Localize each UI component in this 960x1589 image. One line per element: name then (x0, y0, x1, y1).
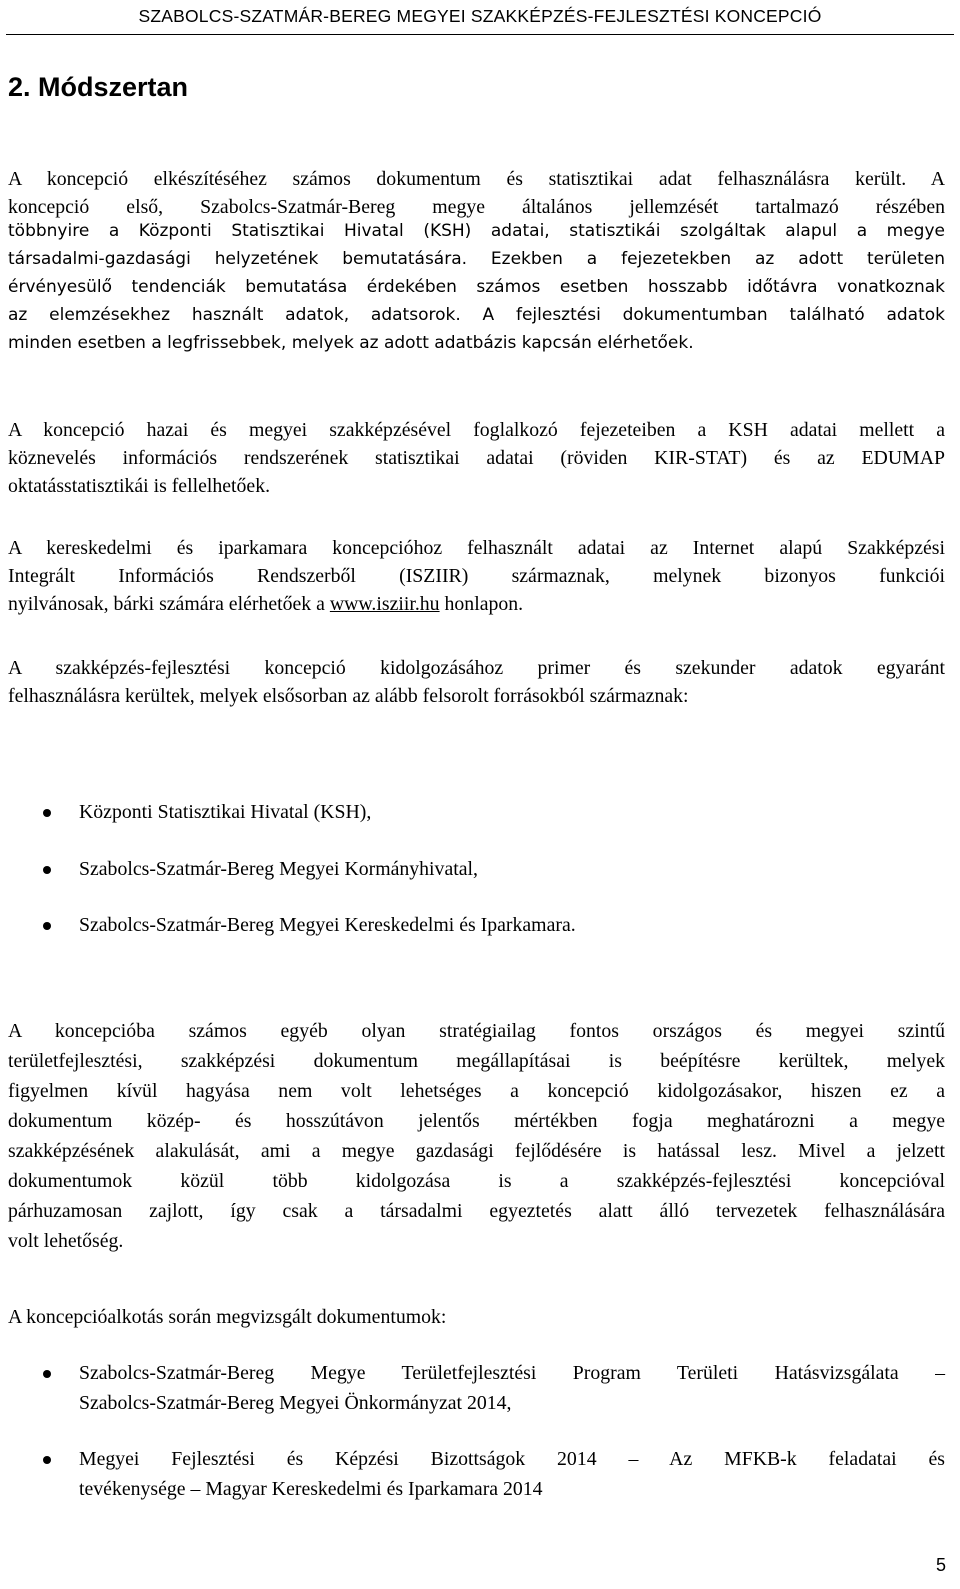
text-segment: Ezekben a fejezetekben az adott területen (467, 249, 945, 269)
text-line: Szabolcs-Szatmár-Bereg Megye Területfejlesztési Program Területi Hatásvizsgálata – (79, 1362, 945, 1384)
paragraph-strategic-docs (8, 1017, 945, 1257)
section-title: 2. Módszertan (8, 72, 189, 102)
paragraph-examined-docs (8, 1303, 945, 1331)
bullet-icon (43, 922, 51, 930)
running-header: SZABOLCS-SZATMÁR-BEREG MEGYEI SZAKKÉPZÉS-FEJLESZTÉSI KONCEPCIÓ (138, 6, 822, 26)
text-line: dokumentumok közül több kidolgozása is a szakképzés-fejlesztési koncepcióval (8, 1170, 945, 1192)
list-item-text (79, 1445, 945, 1503)
bullet-icon (43, 866, 51, 874)
list-item-text: Szabolcs-Szatmár-Bereg Megyei Kereskedelmi és Iparkamara. (79, 914, 576, 936)
isziir-link[interactable]: www.isziir.hu (329, 593, 440, 615)
text-line: többnyire a Központi Statisztikai Hivatal (KSH) adatai, statisztikái szolgáltak alapul a megye (8, 221, 945, 241)
text-line (8, 249, 945, 277)
text-line: szakképzésének alakulását, ami a megye gazdasági fejlődésére is hatással lesz. Mivel a jelzett (8, 1140, 945, 1162)
text-segment: az elemzésekhez használt adatok, adatsorok. (8, 305, 461, 325)
paragraph-isziir (8, 534, 945, 618)
text-line: A koncepcióba számos egyéb olyan stratégiailag fontos országos és megyei szintű (8, 1020, 945, 1042)
text-segment: A fejlesztési dokumentumban található adatok (460, 305, 946, 325)
text-line: oktatásstatisztikái is fellelhetőek. (8, 475, 271, 497)
text-line: A koncepció hazai és megyei szakképzésével foglalkozó fejezeteiben a KSH adatai mellett a (8, 419, 945, 441)
bullet-icon (43, 809, 51, 817)
text-line: figyelmen kívül hagyása nem volt lehetséges a koncepció kidolgozásakor, hiszen ez a (8, 1080, 945, 1102)
bullet-icon (43, 1370, 51, 1378)
paragraph-sources-intro (8, 654, 945, 710)
text-segment: honlapon. (439, 593, 524, 615)
text-line (8, 590, 945, 618)
text-segment: nyilvánosak, bárki számára elérhetőek a (8, 593, 330, 615)
text-line: A kereskedelmi és iparkamara koncepcióhoz felhasznált adatai az Internet alapú Szakképzési (8, 537, 945, 559)
paragraph-intro (8, 165, 945, 361)
text-line: Integrált Információs Rendszerből (ISZIIR) származnak, melynek bizonyos funkciói (8, 565, 945, 587)
text-line: területfejlesztési, szakképzési dokumentum megállapításai is beépítésre kerültek, melyek (8, 1050, 945, 1072)
list-item-text: Központi Statisztikai Hivatal (KSH), (79, 801, 372, 823)
paragraph-kir-stat (8, 416, 945, 500)
text-line: A koncepcióalkotás során megvizsgált dokumentumok: (8, 1306, 447, 1328)
text-line: dokumentum közép- és hosszútávon jelentős mértékben fogja meghatározni a megye (8, 1110, 945, 1132)
text-line: A koncepció elkészítéséhez számos dokumentum és statisztikai adat felhasználásra került. A (8, 168, 945, 190)
bullet-icon (43, 1456, 51, 1464)
text-line: minden esetben a legfrissebbek, melyek az adott adatbázis kapcsán elérhetőek. (8, 333, 694, 353)
text-line: párhuzamosan zajlott, így csak a társadalmi egyeztetés alatt álló tervezetek felhasználására (8, 1200, 945, 1222)
text-line (8, 305, 945, 333)
list-item-text (79, 1359, 945, 1417)
page-number: 5 (935, 1555, 946, 1575)
text-line: Megyei Fejlesztési és Képzési Bizottságok 2014 – Az MFKB-k feladatai és (79, 1448, 945, 1470)
text-line: tevékenysége – Magyar Kereskedelmi és Iparkamara 2014 (79, 1478, 543, 1500)
text-line: volt lehetőség. (8, 1230, 124, 1252)
text-line: Szabolcs-Szatmár-Bereg Megyei Önkormányzat 2014, (79, 1392, 512, 1414)
text-line: felhasználásra kerültek, melyek elsősorban az alább felsorolt forrásokból származnak: (8, 685, 689, 707)
list-item-text: Szabolcs-Szatmár-Bereg Megyei Kormányhivatal, (79, 858, 478, 880)
text-segment: társadalmi-gazdasági helyzetének bemutatására. (8, 249, 468, 269)
text-line: A szakképzés-fejlesztési koncepció kidolgozásához primer és szekunder adatok egyaránt (8, 657, 945, 679)
text-line: koncepció első, Szabolcs-Szatmár-Bereg megye általános jellemzését tartalmazó részében (8, 196, 945, 218)
text-line: érvényesülő tendenciák bemutatása érdekében számos esetben hosszabb időtávra vonatkoznak (8, 277, 945, 297)
header-divider (6, 34, 954, 35)
text-line: köznevelés információs rendszerének statisztikai adatai (röviden KIR-STAT) és az EDUMAP (8, 447, 945, 469)
